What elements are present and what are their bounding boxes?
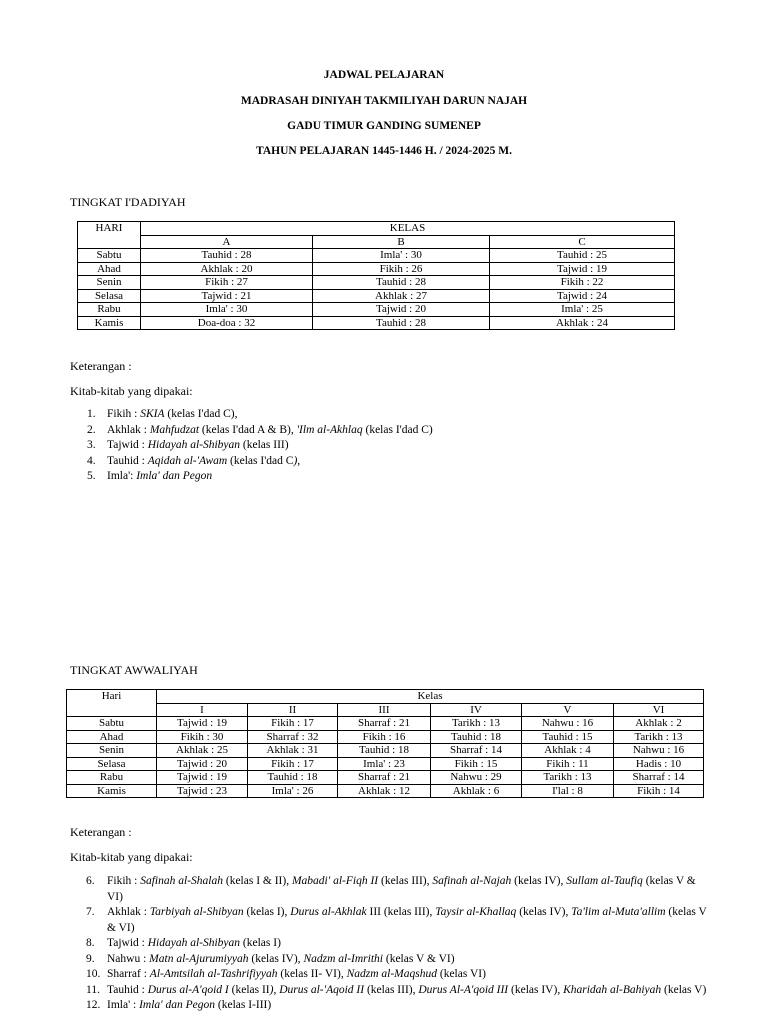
lesson-cell: Akhlak : 12 — [338, 784, 431, 798]
kitab-title: Mahfudzat — [149, 423, 200, 436]
lesson-cell: Fikih : 17 — [248, 717, 338, 731]
day-cell: Sabtu — [67, 717, 157, 731]
awwaliyah-kitab-list — [70, 874, 710, 1014]
lesson-cell: Tauhid : 28 — [313, 276, 490, 290]
awwaliyah-keterangan: Keterangan : — [70, 825, 132, 839]
table-row — [67, 744, 704, 758]
class-header-iv: IV — [431, 703, 522, 717]
lesson-cell: Tajwid : 19 — [490, 262, 675, 276]
kitab-number: 10. — [86, 968, 101, 980]
school-address: GADU TIMUR GANDING SUMENEP — [287, 120, 481, 132]
lesson-cell: Fikih : 17 — [248, 757, 338, 771]
kitab-item — [70, 952, 710, 968]
school-name: MADRASAH DINIYAH TAKMILIYAH DARUN NAJAH — [240, 95, 528, 107]
table-row — [78, 316, 675, 330]
lesson-cell: Tauhid : 28 — [313, 316, 490, 330]
lesson-cell: Fikih : 27 — [141, 276, 313, 290]
lesson-cell: Akhlak : 24 — [490, 316, 675, 330]
kelas-header: Kelas — [157, 690, 704, 704]
lesson-cell: Akhlak : 25 — [157, 744, 248, 758]
kitab-title: Nadzm al-Imrithi — [303, 952, 383, 965]
kitab-item — [70, 874, 710, 905]
kitab-text: (kelas IV), — [516, 906, 572, 918]
kitab-text: Fikih : — [107, 875, 141, 887]
kitab-title: 'Ilm al-Akhlaq — [296, 423, 363, 436]
day-cell: Selasa — [67, 757, 157, 771]
kitab-text: Tajwid : — [107, 439, 148, 451]
table-row — [78, 303, 675, 317]
lesson-cell: Imla' : 23 — [338, 757, 431, 771]
lesson-cell: Sharraf : 21 — [338, 717, 431, 731]
kitab-text: Imla': — [107, 470, 137, 482]
kitab-item — [70, 936, 710, 952]
kitab-title: Taysir al-Khallaq — [435, 906, 517, 918]
hari-header: HARI — [78, 222, 141, 249]
kitab-text: (kelas II- VI), — [277, 968, 347, 980]
table-row — [67, 771, 704, 785]
kitab-title: ), — [293, 454, 301, 467]
kitab-title: Kharidah al-Bahiyah — [563, 983, 662, 996]
kitab-title: Ta'lim al-Muta'allim — [571, 906, 666, 918]
lesson-cell: Tajwid : 24 — [490, 289, 675, 303]
kitab-text: (kelas III) — [240, 439, 289, 451]
kitab-text: (kelas I'dad C) — [362, 423, 433, 436]
kitab-text: (kelas V) — [661, 983, 707, 996]
kitab-title: Durus al-Akhlak — [290, 906, 367, 918]
lesson-cell: Tarikh : 13 — [431, 717, 522, 731]
lesson-cell: Imla' : 30 — [141, 303, 313, 317]
kitab-text: (kelas V & VI) — [382, 952, 455, 965]
lesson-cell: Tarikh : 13 — [614, 730, 704, 744]
kitab-text: (kelas VI) — [436, 968, 486, 980]
lesson-cell: I'lal : 8 — [522, 784, 614, 798]
lesson-cell: Sharraf : 21 — [338, 771, 431, 785]
day-cell: Rabu — [67, 771, 157, 785]
idadiyah-keterangan: Keterangan : — [70, 359, 132, 373]
table-row — [78, 289, 675, 303]
kitab-title: SKIA — [140, 408, 165, 420]
kitab-number: 8. — [86, 937, 95, 949]
kitab-text: Tajwid : — [107, 937, 148, 949]
kitab-item — [70, 407, 710, 423]
lesson-cell: Fikih : 14 — [614, 784, 704, 798]
kitab-title: Hidayah al-Shibyan — [147, 937, 241, 949]
lesson-cell: Doa-doa : 32 — [141, 316, 313, 330]
kitab-title: Safinah al-Najah — [432, 875, 512, 887]
hari-header: Hari — [67, 690, 157, 717]
class-header-v: V — [522, 703, 614, 717]
lesson-cell: Fikih : 26 — [313, 262, 490, 276]
kitab-text: (kelas III), — [364, 983, 419, 996]
lesson-cell: Sharraf : 32 — [248, 730, 338, 744]
table-row — [78, 249, 675, 263]
lesson-cell: Tarikh : 13 — [522, 771, 614, 785]
kitab-text: (kelas I), — [243, 906, 291, 918]
lesson-cell: Akhlak : 4 — [522, 744, 614, 758]
kitab-title: Sullam al-Taufiq — [566, 875, 643, 887]
table-row — [78, 262, 675, 276]
lesson-cell: Tauhid : 18 — [338, 744, 431, 758]
kitab-text: (kelas I'dad C — [227, 454, 294, 467]
kitab-item — [70, 967, 710, 983]
kitab-text: (kelas I'dad A & B), — [199, 423, 297, 436]
kitab-text: Akhlak : — [107, 423, 150, 436]
kitab-number: 9. — [86, 952, 95, 965]
lesson-cell: Tajwid : 20 — [157, 757, 248, 771]
kitab-number: 2. — [87, 423, 96, 436]
idadiyah-schedule-table — [77, 221, 675, 330]
kitab-number: 11. — [86, 983, 100, 996]
day-cell: Kamis — [67, 784, 157, 798]
kitab-text: Akhlak : — [107, 906, 150, 918]
kitab-text: Fikih : — [107, 408, 141, 420]
kitab-text: Tauhid : — [107, 454, 148, 467]
kitab-title: Durus al-A'qoid I — [147, 983, 229, 996]
awwaliyah-kitab-intro: Kitab-kitab yang dipakai: — [70, 850, 193, 864]
kitab-title: Tarbiyah al-Shibyan — [149, 906, 244, 918]
lesson-cell: Fikih : 11 — [522, 757, 614, 771]
kitab-title: Nadzm al-Maqshud — [346, 968, 437, 980]
lesson-cell: Tauhid : 18 — [248, 771, 338, 785]
table-row — [67, 757, 704, 771]
lesson-cell: Imla' : 26 — [248, 784, 338, 798]
awwaliyah-title: TINGKAT AWWALIYAH — [70, 663, 198, 677]
kitab-title: Hidayah al-Shibyan — [147, 439, 241, 451]
kitab-title: Safinah al-Shalah — [140, 875, 223, 887]
lesson-cell: Fikih : 16 — [338, 730, 431, 744]
kitab-item — [70, 905, 710, 936]
lesson-cell: Akhlak : 2 — [614, 717, 704, 731]
lesson-cell: Tauhid : 28 — [141, 249, 313, 263]
lesson-cell: Imla' : 25 — [490, 303, 675, 317]
kitab-text: (kelas V & VI) — [107, 875, 696, 903]
kitab-text: (kelas IV), — [511, 875, 567, 887]
kitab-text: (kelas I) — [240, 937, 281, 949]
kitab-text: (kelas V & VI) — [107, 906, 707, 934]
lesson-cell: Tajwid : 19 — [157, 771, 248, 785]
kitab-number: 12. — [86, 999, 101, 1011]
kitab-text: III (kelas III), — [366, 906, 436, 918]
academic-year: TAHUN PELAJARAN 1445-1446 H. / 2024-2025 M. — [256, 145, 512, 157]
lesson-cell: Imla' : 30 — [313, 249, 490, 263]
kitab-number: 7. — [86, 906, 95, 918]
kitab-title: Mabadi' al-Fiqh II — [291, 875, 379, 887]
lesson-cell: Sharraf : 14 — [614, 771, 704, 785]
kitab-text: (kelas IV), — [508, 983, 564, 996]
lesson-cell: Akhlak : 27 — [313, 289, 490, 303]
awwaliyah-schedule-table — [66, 689, 704, 798]
day-cell: Ahad — [78, 262, 141, 276]
kitab-item — [70, 454, 710, 470]
kitab-number: 6. — [86, 875, 95, 887]
kitab-number: 3. — [87, 439, 96, 451]
kitab-text: (kelas I'dad C), — [164, 408, 238, 420]
kitab-item — [70, 998, 710, 1014]
kitab-item — [70, 469, 710, 485]
lesson-cell: Nahwu : 16 — [614, 744, 704, 758]
kitab-text: (kelas I-III) — [215, 999, 272, 1011]
kitab-title: Al-Amtsilah al-Tashrifiyyah — [149, 968, 278, 980]
lesson-cell: Tajwid : 19 — [157, 717, 248, 731]
day-cell: Senin — [67, 744, 157, 758]
day-cell: Ahad — [67, 730, 157, 744]
table-row — [78, 276, 675, 290]
lesson-cell: Tajwid : 21 — [141, 289, 313, 303]
kitab-title: Imla' dan Pegon — [139, 999, 216, 1011]
kitab-text: (kelas IV), — [248, 952, 304, 965]
lesson-cell: Nahwu : 16 — [522, 717, 614, 731]
lesson-cell: Tajwid : 20 — [313, 303, 490, 317]
day-cell: Selasa — [78, 289, 141, 303]
lesson-cell: Akhlak : 6 — [431, 784, 522, 798]
idadiyah-kitab-list — [70, 407, 710, 485]
table-row — [67, 784, 704, 798]
kitab-item — [70, 423, 710, 439]
day-cell: Senin — [78, 276, 141, 290]
day-cell: Kamis — [78, 316, 141, 330]
idadiyah-kitab-intro: Kitab-kitab yang dipakai: — [70, 384, 193, 398]
kitab-text: Nahwu : — [107, 952, 150, 965]
idadiyah-title: TINGKAT I'DADIYAH — [70, 195, 186, 209]
kitab-text: Sharraf : — [107, 968, 150, 980]
kitab-title: Imla' dan Pegon — [136, 470, 213, 482]
kitab-title: Matn al-Ajurumiyyah — [149, 952, 249, 965]
lesson-cell: Akhlak : 20 — [141, 262, 313, 276]
lesson-cell: Fikih : 22 — [490, 276, 675, 290]
class-header-c: C — [490, 235, 675, 249]
kitab-title: ), Durus al-'Aqoid II — [269, 983, 365, 996]
kitab-title: Aqidah al-'Awam — [147, 454, 228, 467]
kitab-text: (kelas I & II), — [222, 875, 292, 887]
kitab-number: 4. — [87, 454, 96, 467]
table-row — [67, 730, 704, 744]
lesson-cell: Tajwid : 23 — [157, 784, 248, 798]
kitab-number: 1. — [87, 408, 96, 420]
table-row — [67, 717, 704, 731]
class-header-b: B — [313, 235, 490, 249]
class-header-i: I — [157, 703, 248, 717]
kitab-number: 5. — [87, 470, 96, 482]
lesson-cell: Tauhid : 15 — [522, 730, 614, 744]
class-header-a: A — [141, 235, 313, 249]
lesson-cell: Akhlak : 31 — [248, 744, 338, 758]
kitab-item — [70, 438, 710, 454]
day-cell: Rabu — [78, 303, 141, 317]
kitab-text: (kelas II — [228, 983, 270, 996]
lesson-cell: Sharraf : 14 — [431, 744, 522, 758]
lesson-cell: Hadis : 10 — [614, 757, 704, 771]
doc-title: JADWAL PELAJARAN — [323, 69, 445, 81]
kitab-text: Tauhid : — [107, 983, 148, 996]
kitab-title: Durus Al-A'qoid III — [418, 983, 509, 996]
class-header-iii: III — [338, 703, 431, 717]
class-header-vi: VI — [614, 703, 704, 717]
kitab-text: (kelas III), — [378, 875, 433, 887]
lesson-cell: Tauhid : 25 — [490, 249, 675, 263]
kitab-text: Imla' : — [107, 999, 140, 1011]
class-header-ii: II — [248, 703, 338, 717]
kelas-header: KELAS — [141, 222, 675, 236]
day-cell: Sabtu — [78, 249, 141, 263]
lesson-cell: Tauhid : 18 — [431, 730, 522, 744]
lesson-cell: Fikih : 30 — [157, 730, 248, 744]
lesson-cell: Fikih : 15 — [431, 757, 522, 771]
lesson-cell: Nahwu : 29 — [431, 771, 522, 785]
kitab-item — [70, 983, 710, 999]
